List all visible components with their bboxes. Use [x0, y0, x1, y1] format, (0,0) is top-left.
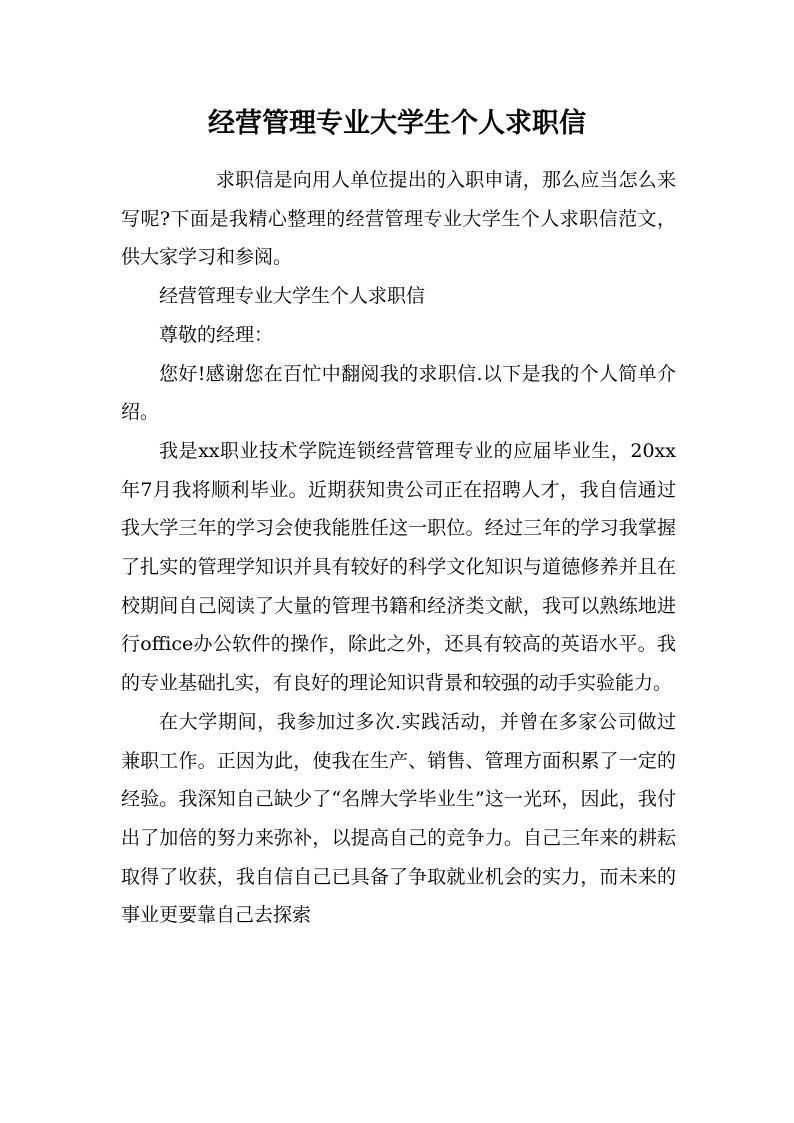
intro-paragraph: 求职信是向用人单位提出的入职申请，那么应当怎么来写呢?下面是我精心整理的经营管理专业大学生个人求职信范文，供大家学习和参阅。: [121, 169, 676, 269]
greeting-paragraph: 您好!感谢您在百忙中翻阅我的求职信.以下是我的个人简单介绍。: [121, 362, 676, 424]
document-title: 经营管理专业大学生个人求职信: [208, 108, 586, 139]
background-paragraph: 我是xx职业技术学院连锁经营管理专业的应届毕业生，20xx年7月我将顺利毕业。近期获知贵公司正在招聘人才，我自信通过我大学三年的学习会使我能胜任这一职位。经过三年的学习我掌握了扎实的管理学知识并具有较好的科学文化知识与道德修养并且在校期间自己阅读了大量的管理书籍和经济类文献，我可以熟练地进行office办公软件的操作，除此之外，还具有较高的英语水平。我的专业基础扎实，有良好的理论知识背景和较强的动手实验能力。: [121, 439, 676, 695]
letter-heading: 经营管理专业大学生个人求职信: [159, 285, 426, 308]
document-body: [121, 161, 676, 935]
experience-paragraph: 在大学期间，我参加过多次.实践活动，并曾在多家公司做过兼职工作。正因为此，使我在生产、销售、管理方面积累了一定的经验。我深知自己缺少了“名牌大学毕业生”这一光环，因此，我付出了加倍的努力来弥补，以提高自己的竞争力。自己三年来的耕耘取得了收获，我自信自己已具备了争取就业机会的实力，而未来的事业更要靠自己去探索: [121, 710, 676, 927]
salutation: 尊敬的经理：: [159, 323, 274, 346]
